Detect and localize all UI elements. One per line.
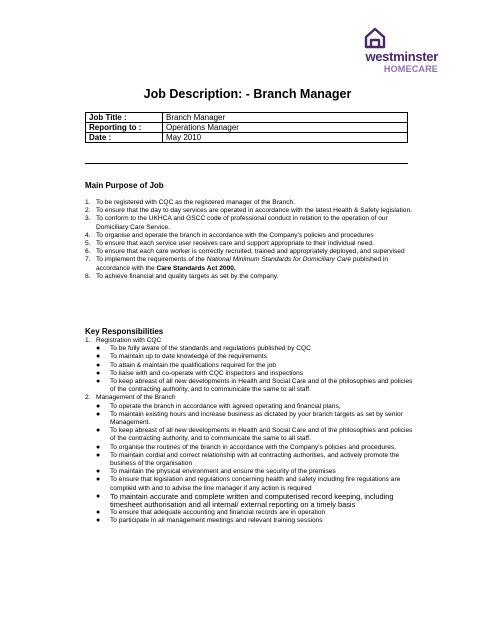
bullet-text: To operate the branch in accordance with agreed operating and financial plans, [110, 402, 341, 410]
list-item [85, 207, 415, 215]
bullet-text: To keep abreast of all new developments in Health and Social Care and of the philosophies and policies of the contracting authority, and to communicate the same to all staff. [110, 378, 413, 394]
bullet-text: To keep abreast of all new developments in Health and Social Care and of the philosophies and policies of the contracting authority, and to communicate the same to all staff. [110, 427, 413, 443]
list-item [85, 493, 415, 509]
list-item [85, 452, 415, 468]
bullet-text: To participate in all management meetings and relevant training sessions [110, 517, 323, 525]
job-title-value: Branch Manager [163, 113, 408, 123]
list-item [85, 256, 415, 272]
list-item [85, 345, 415, 353]
page-title: Job Description: - Branch Manager [143, 87, 352, 101]
item-text-start: To implement the requirements of the [96, 256, 207, 264]
bullet-text: To maintain accurate and complete written and computerised record keeping, including timesheet authorisation and all internal/ external reporting on a timely basis [110, 491, 394, 510]
list-item [85, 444, 415, 452]
bullet-text: To maintain the physical environment and ensure the security of the premises [110, 468, 336, 476]
bullet-icon: ● [96, 451, 101, 459]
list-item [85, 362, 415, 370]
list-item [85, 476, 415, 492]
list-item [85, 370, 415, 378]
bullet-icon: ● [96, 427, 101, 435]
bullet-text: To ensure that adequate accounting and financial records are in operation [110, 509, 326, 517]
item-text: To achieve financial and quality targets as set by the company. [96, 272, 279, 280]
item-number: 6. [85, 248, 91, 256]
bullet-text: To be fully aware of the standards and regulations published by CQC [110, 345, 311, 353]
item-number: 8. [85, 272, 91, 280]
bullet-icon: ● [96, 492, 101, 500]
bullet-icon: ● [96, 509, 101, 517]
reporting-to-label: Reporting to : [86, 123, 163, 133]
item-number: 4. [85, 231, 91, 239]
bullet-icon: ● [96, 345, 101, 353]
group-title: Registration with CQC [96, 337, 162, 344]
item-text: To ensure that the day to day services are operated in accordance with the latest Health & Safety legislation. [96, 207, 412, 215]
date-value: May 2010 [163, 133, 408, 143]
bullet-icon: ● [96, 476, 101, 484]
divider [85, 163, 408, 164]
group-header [85, 337, 415, 345]
item-number: 2. [85, 207, 91, 215]
bullet-icon: ● [96, 402, 101, 410]
bullet-icon: ● [96, 468, 101, 476]
list-item [85, 403, 415, 411]
bullet-icon: ● [96, 410, 101, 418]
item-number: 1. [85, 199, 91, 206]
main-purpose-list [85, 199, 415, 281]
item-number: 7. [85, 256, 91, 264]
item-text: To be registered with CQC as the registered manager of the Branch. [96, 199, 296, 206]
list-item [85, 427, 415, 443]
bullet-text: To liaise with and co-operate with CQC inspectors and inspections [110, 369, 304, 377]
bullet-icon: ● [96, 378, 101, 386]
bullet-icon: ● [96, 353, 101, 361]
date-label: Date : [86, 133, 163, 143]
bullet-text: To maintain existing hours and increase business as dictated by your branch targets as set by senior Management. [110, 410, 403, 427]
main-purpose-heading: Main Purpose of Job [85, 181, 164, 190]
job-title-label: Job Title : [86, 113, 163, 123]
bullet-text: To ensure that legislation and regulations concerning health and safety including fire regulations are complied with and to advise the line manager if any action is required [110, 476, 401, 492]
bullet-text: To organise the routines of the branch in accordance with the Company's policies and procedures. [110, 443, 397, 451]
group-header [85, 394, 415, 402]
group-number: 1. [85, 337, 91, 344]
list-item [85, 468, 415, 476]
bullet-text: To attain & maintain the qualifications required for the job [110, 361, 277, 369]
item-text: To conform to the UKHCA and GSCC code of professional conduct in relation to the operation of our Domiciliary Care Service. [96, 215, 388, 231]
group-number: 2. [85, 394, 91, 402]
standards-title: National Minimum Standards for Domiciliary Care [206, 256, 352, 264]
key-responsibilities-heading: Key Responsibilities [85, 327, 164, 336]
list-item [85, 215, 415, 231]
bullet-icon: ● [96, 517, 101, 525]
list-item [85, 353, 415, 361]
item-number: 3. [85, 215, 91, 223]
list-item [85, 248, 415, 256]
bullet-icon: ● [96, 361, 101, 369]
list-item [85, 509, 415, 517]
item-text [96, 256, 415, 272]
company-logo [338, 27, 438, 77]
job-info-table [85, 112, 408, 143]
table-row [86, 113, 408, 123]
item-text-middle: published in accordance with the [96, 256, 389, 272]
act-title: Care Standards Act 2000. [156, 264, 236, 272]
item-text: To organise and operate the branch in accordance with the Company's policies and procedures [96, 231, 374, 239]
item-text: To ensure that each service user receives care and support appropriate to their individual need. [96, 240, 374, 248]
house-icon [363, 27, 387, 49]
item-number: 5. [85, 240, 91, 248]
group-title: Management of the Branch [96, 394, 176, 402]
item-text: To ensure that each care worker is correctly recruited, trained and appropriately deployed, and supervised [96, 248, 405, 256]
logo-subtitle: HOMECARE [383, 64, 438, 74]
list-item [85, 240, 415, 248]
list-item [85, 199, 415, 207]
logo-name: westminster [365, 49, 438, 64]
bullet-icon: ● [96, 443, 101, 451]
list-item [85, 517, 415, 525]
key-responsibilities-list [85, 337, 415, 526]
table-row [86, 133, 408, 143]
reporting-to-value: Operations Manager [163, 123, 408, 133]
list-item [85, 378, 415, 394]
list-item [85, 232, 415, 240]
bullet-text: To maintain cordial and correct relationship with all contracting authorities, and actively promote the business of the organisation [110, 451, 400, 468]
bullet-icon: ● [96, 369, 101, 377]
list-item [85, 273, 415, 281]
table-row [86, 123, 408, 133]
list-item [85, 411, 415, 427]
bullet-text: To maintain up to date knowledge of the requirements [110, 353, 267, 361]
